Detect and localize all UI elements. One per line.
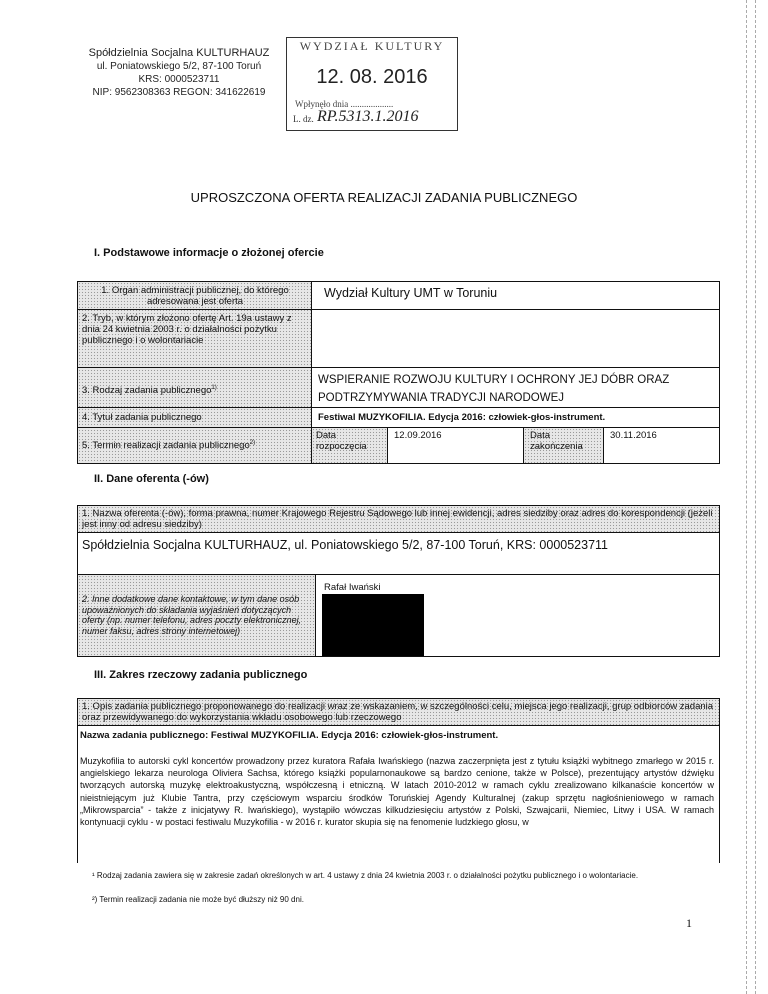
stamp-handwritten-number: RP.5313.1.2016	[317, 108, 419, 125]
footnote-1: ¹ Rodzaj zadania zawiera się w zakresie zadań określonych w art. 4 ustawy z dnia 24 kwietnia 2003 r. o działalności pożytku publicznego i o wolontariacie.	[92, 871, 639, 880]
contact-label: 2. Inne dodatkowe dane kontaktowe, w tym dane osób upoważnionych do składania wyjaśnień dotyczących oferty (np. numer telefonu, adres poczty elektronicznej, numer faksu, adres strony internetowej)	[78, 575, 316, 656]
page-edge-line	[755, 0, 756, 994]
description-paragraph: Muzykofilia to autorski cykl koncertów prowadzony przez kuratora Rafała Iwańskiego (nazwa zaczerpnięta jest z tytułu książki wybitnego zmarłego w 2015 r. angielskiego lekarza neurologa Oliviera Sachsa, którego książki popularnonaukowe są bardzo cenione, także w Polsce), prezentujący artystów dźwięku tworzących autorską muzykę elektroakustyczną, współczesną i etniczną. W latach 2010-2012 w ramach cyklu zrealizowano kilkanaście koncertów w nieistniejącym już Klubie Tantra, przy częściowym wsparciu środków Toruńskiej Agendy Kulturalnej (zakup sprzętu nagłośnieniowego w ramach „Mikrowsparcia” - także z inicjatywy R. Iwańskiego), wystąpiło wówczas kilkudziesięciu artystów z Polski, Szwajcarii, Niemiec, Litwy i USA. W ramach kontynuacji cyklu - w postaci festiwalu Muzykofilia - w 2016 r. kurator skupia się na fenomenie ludzkiego głosu, w	[80, 756, 714, 828]
offeror-table	[77, 505, 720, 657]
redaction-box	[322, 594, 424, 656]
start-label: Data rozpoczęcia	[312, 428, 388, 463]
sender-nip-regon: NIP: 9562308363 REGON: 341622619	[92, 87, 266, 98]
termin-footnote-ref: 2)	[249, 440, 256, 446]
end-value: 30.11.2016	[610, 430, 657, 441]
stamp-received: Wpłynęło dnia ...................	[295, 99, 394, 109]
tytul-value: Festiwal MUZYKOFILIA. Edycja 2016: człowiek-głos-instrument.	[318, 412, 606, 423]
stamp-title: WYDZIAŁ KULTURY	[299, 39, 445, 53]
sender-krs: KRS: 0000523711	[138, 74, 220, 85]
organ-label: 1. Organ administracji publicznej, do którego adresowana jest oferta	[101, 285, 289, 307]
section-2-heading: II. Dane oferenta (-ów)	[94, 473, 209, 485]
termin-label-text: 5. Termin realizacji zadania publicznego	[82, 440, 250, 452]
offeror-name-value: Spółdzielnia Socjalna KULTURHAUZ, ul. Poniatowskiego 5/2, 87-100 Toruń, KRS: 0000523711	[78, 533, 719, 575]
document-title: UPROSZCZONA OFERTA REALIZACJI ZADANIA PUBLICZNEGO	[190, 190, 578, 205]
termin-label	[82, 438, 308, 451]
sender-block	[64, 47, 294, 99]
stamp-date: 12. 08. 2016	[316, 66, 428, 88]
start-value: 12.09.2016	[388, 428, 524, 463]
page-number: 1	[686, 916, 692, 930]
tryb-label: 2. Tryb, w którym złożono ofertę Art. 19a ustawy z dnia 24 kwietnia 2003 r. o działalności pożytku publicznego i o wolontariacie	[82, 313, 292, 346]
registration-stamp	[286, 37, 458, 131]
footnote-2: ²) Termin realizacji zadania nie może być dłuższy niż 90 dni.	[92, 895, 304, 904]
rodzaj-label	[82, 383, 308, 396]
scope-table	[77, 698, 720, 863]
tytul-label: 4. Tytuł zadania publicznego	[82, 412, 202, 423]
organ-value: Wydział Kultury UMT w Toruniu	[324, 286, 498, 300]
section-3-heading: III. Zakres rzeczowy zadania publicznego	[94, 669, 308, 681]
contact-value: Rafał Iwański	[324, 582, 381, 593]
sender-address: ul. Poniatowskiego 5/2, 87-100 Toruń	[96, 61, 262, 72]
rodzaj-label-text: 3. Rodzaj zadania publicznego	[82, 385, 212, 397]
stamp-number-label: L. dz.	[293, 114, 314, 124]
rodzaj-footnote-ref: 1)	[211, 385, 217, 391]
sender-name: Spółdzielnia Socjalna KULTURHAUZ	[88, 47, 270, 59]
end-label: Data zakończenia	[524, 428, 604, 463]
rodzaj-value: WSPIERANIE ROZWOJU KULTURY I OCHRONY JEJ DÓBR ORAZ PODTRZYMYWANIA TRADYCJI NARODOWEJ	[318, 374, 670, 404]
offeror-name-label: 1. Nazwa oferenta (-ów), forma prawna, numer Krajowego Rejestru Sądowego lub innej ewidencji, adres siedziby oraz adres do korespondencji (jeżeli jest inny od adresu siedziby)	[78, 506, 719, 533]
task-name: Nazwa zadania publicznego: Festiwal MUZYKOFILIA. Edycja 2016: człowiek-głos-instrument.	[80, 730, 499, 741]
description-label: 1. Opis zadania publicznego proponowanego do realizacji wraz ze wskazaniem, w szczególności celu, miejsca jego realizacji, grup odbiorców zadania oraz przewidywanego do wykorzystania wkładu osobowego lub rzeczowego	[78, 699, 719, 726]
section-1-heading: I. Podstawowe informacje o złożonej ofercie	[94, 247, 324, 259]
page-edge-line	[746, 0, 747, 994]
basic-info-table	[77, 281, 720, 464]
